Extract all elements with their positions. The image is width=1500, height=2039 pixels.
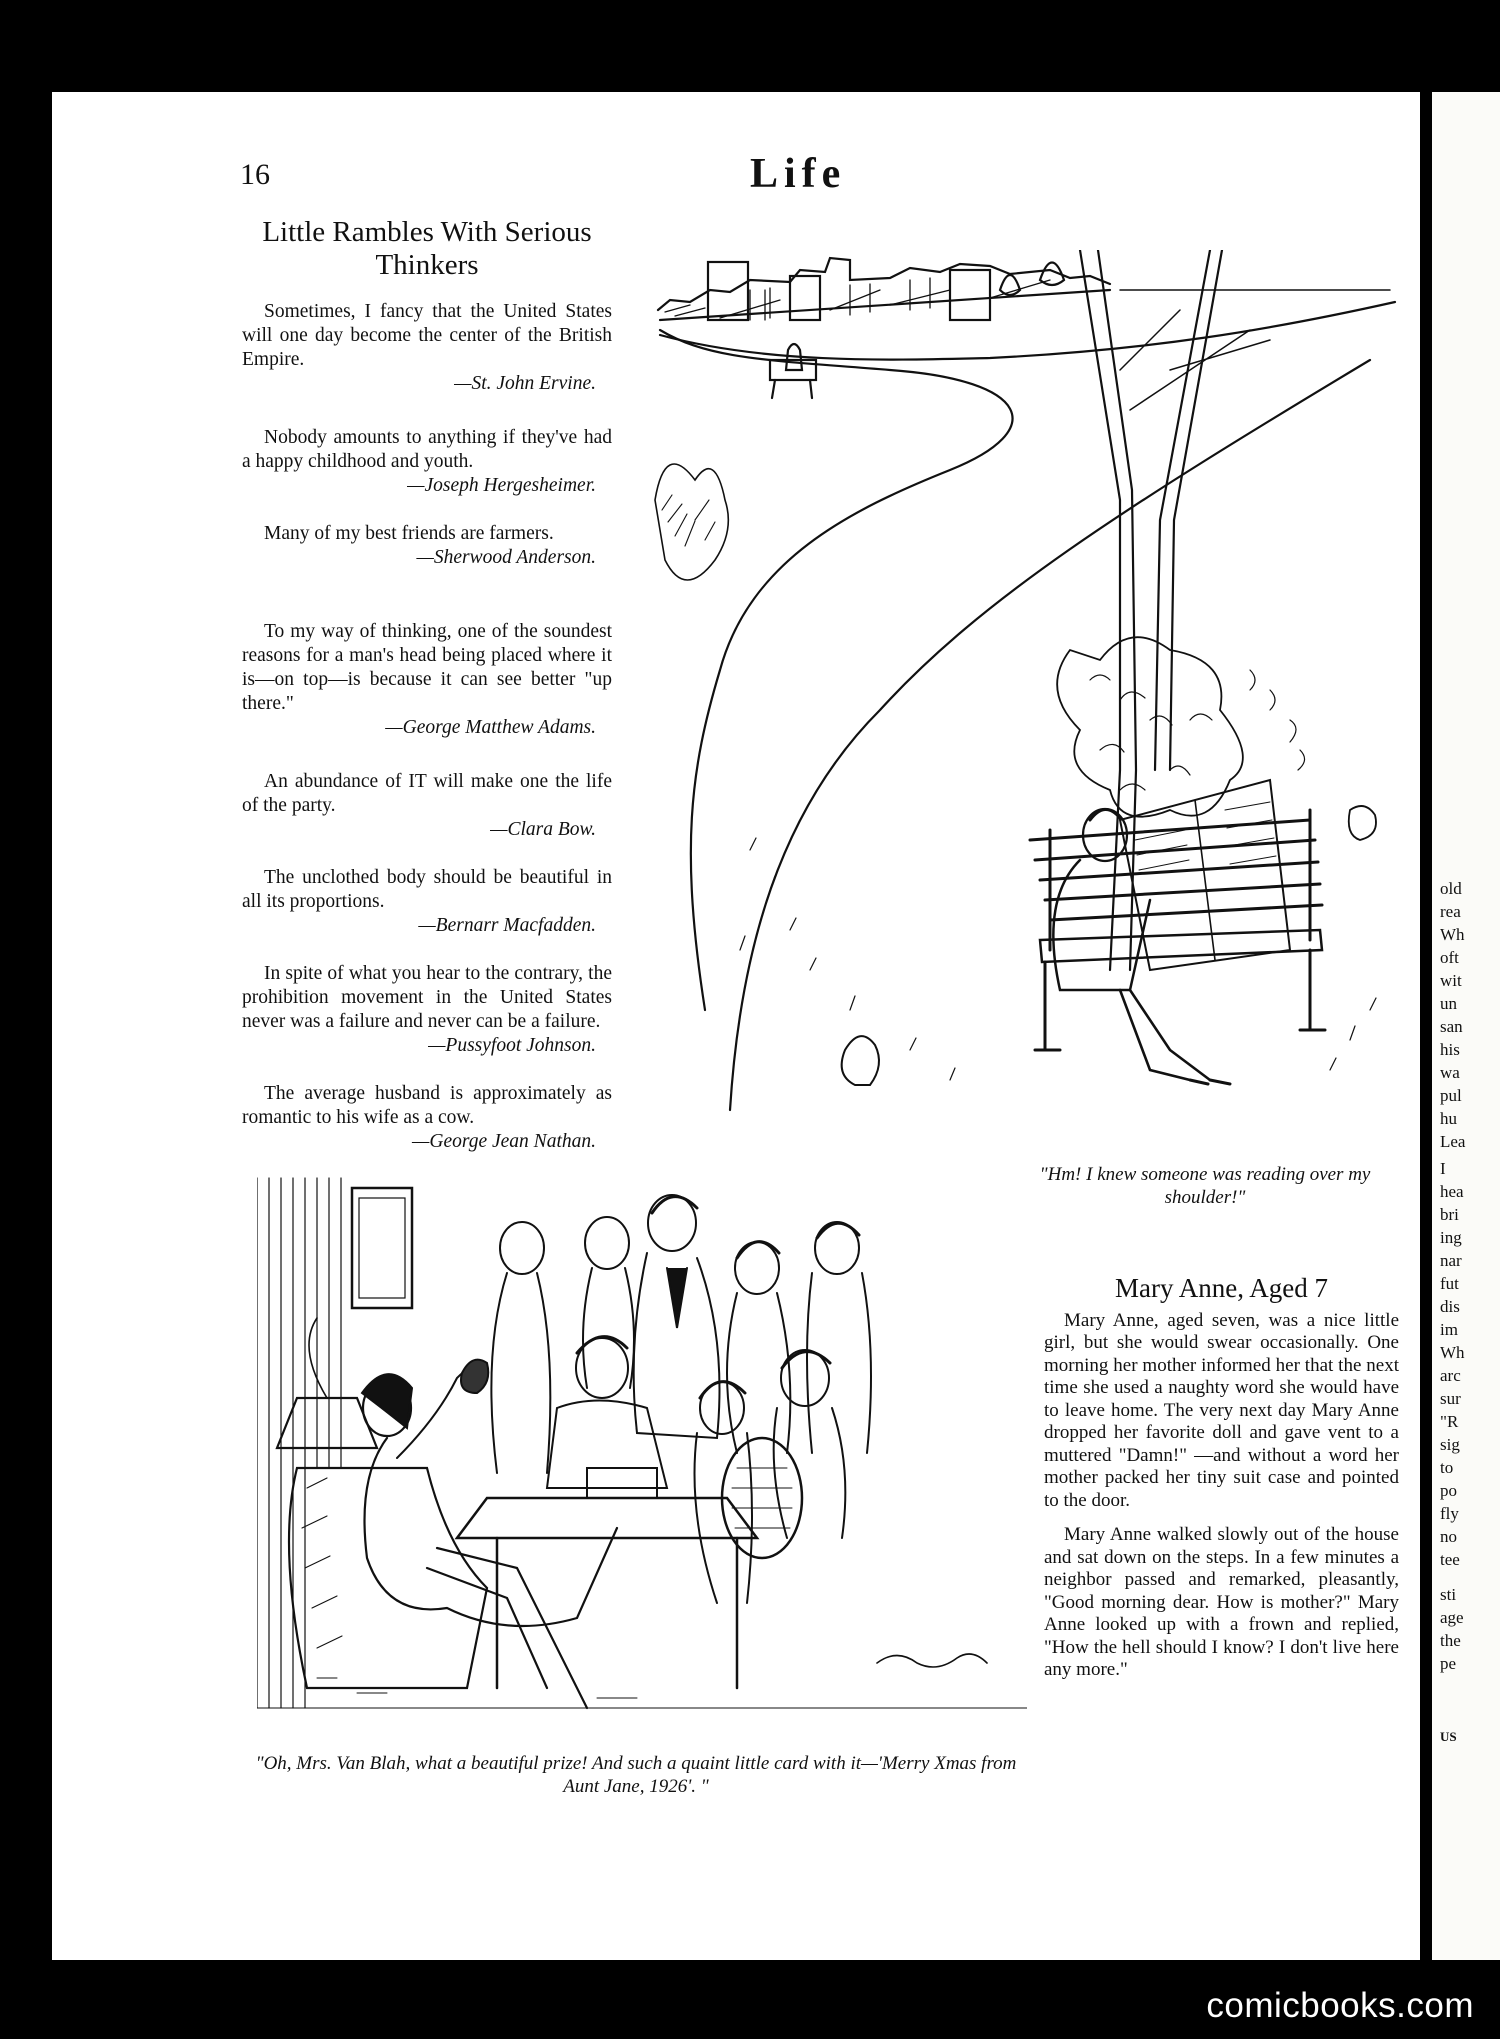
next-page-fragment: I [1440, 1159, 1446, 1178]
next-page-fragment: no [1440, 1527, 1457, 1546]
next-page-fragment: fly [1440, 1504, 1459, 1523]
article-paragraph: Mary Anne walked slowly out of the house and sat down on the steps. In a few minutes a neighbor passed and remarked, pleasantly, "Good morning dear. How is mother?" Mary Anne looked up with a frown and replied, "How the hell should I know? I don't live here any more." [1044, 1524, 1399, 1680]
next-page-fragment: sig [1440, 1435, 1460, 1454]
quote-item [242, 300, 612, 396]
quote-text: To my way of thinking, one of the soundest reasons for a man's head being placed where it is—on top—is because it can see better "up there." [242, 621, 612, 714]
next-page-fragment: pe [1440, 1654, 1457, 1673]
next-page-fragment: dis [1440, 1297, 1460, 1316]
quote-author: —Sherwood Anderson. [416, 547, 596, 568]
quote-text: The average husband is approximately as romantic to his wife as a cow. [242, 1083, 612, 1128]
next-page-fragment: his [1440, 1040, 1460, 1059]
next-page-fragment: bri [1440, 1205, 1459, 1224]
quote-author: —St. John Ervine. [454, 373, 596, 394]
next-page-fragment: Lea [1440, 1132, 1466, 1151]
rambles-column [242, 216, 612, 1178]
quote-author: —Clara Bow. [490, 819, 596, 840]
quote-author: —George Matthew Adams. [385, 717, 596, 738]
quote-author: —George Jean Nathan. [412, 1131, 596, 1152]
quote-text: An abundance of IT will make one the life of the party. [242, 771, 612, 816]
rambles-title: Little Rambles With Serious Thinkers [262, 216, 592, 281]
mary-anne-title: Mary Anne, Aged 7 [1115, 1273, 1328, 1303]
next-page-fragment: old [1440, 879, 1462, 898]
next-page-fragment: rea [1440, 902, 1461, 921]
next-page-fragment: po [1440, 1481, 1457, 1500]
next-page-edge [1432, 92, 1500, 1960]
quote-text: In spite of what you hear to the contrary, the prohibition movement in the United States never was a failure and never can be a failure. [242, 963, 612, 1032]
article-paragraph: Mary Anne, aged seven, was a nice little girl, but she would swear occasionally. One morning her mother informed her that the next time she used a naughty word she would have to leave home. The very next day Mary Anne dropped her favorite doll and gave vent to a muttered "Damn!" —and without a word her mother packed her tiny suit case and pointed to the door. [1044, 1309, 1399, 1511]
next-page-fragment: US [1440, 1729, 1457, 1744]
masthead-logo: Life [750, 151, 847, 197]
next-page-fragment: sur [1440, 1389, 1461, 1408]
quote-item [242, 620, 612, 740]
quote-author: —Pussyfoot Johnson. [428, 1035, 596, 1056]
quote-item [242, 866, 612, 938]
next-page-fragment: un [1440, 994, 1457, 1013]
quote-item [242, 426, 612, 498]
mary-anne-article [1044, 1273, 1399, 1694]
next-page-fragment: pul [1440, 1086, 1462, 1105]
next-page-fragment: ing [1440, 1228, 1462, 1247]
quote-item [242, 962, 612, 1058]
quote-item [242, 522, 612, 570]
next-page-fragment: arc [1440, 1366, 1461, 1385]
next-page-fragment: hu [1440, 1109, 1457, 1128]
next-page-fragment: age [1440, 1608, 1464, 1627]
watermark: comicbooks.com [1206, 1986, 1474, 2025]
next-page-fragment: tee [1440, 1550, 1460, 1569]
quote-item [242, 770, 612, 842]
next-page-fragment: nar [1440, 1251, 1462, 1270]
quote-text: The unclothed body should be beautiful in all its proportions. [242, 867, 612, 912]
page-number: 16 [240, 158, 270, 191]
quote-text: Sometimes, I fancy that the United States will one day become the center of the British Empire. [242, 301, 612, 370]
next-page-fragment: the [1440, 1631, 1461, 1650]
next-page-fragment: "R [1440, 1412, 1459, 1431]
party-cartoon-caption: "Oh, Mrs. Van Blah, what a beautiful prize! And such a quaint little card with it—'Merry Xmas from Aunt Jane, 1926'. " [255, 1753, 1017, 1797]
next-page-fragment: im [1440, 1320, 1458, 1339]
quote-item [242, 1082, 612, 1154]
next-page-fragment: oft [1440, 948, 1459, 967]
next-page-fragment: fut [1440, 1274, 1459, 1293]
next-page-fragment: wit [1440, 971, 1462, 990]
party-scene-illustration [257, 1168, 1027, 1728]
quote-author: —Joseph Hergesheimer. [407, 475, 596, 496]
quote-text: Nobody amounts to anything if they've had a happy childhood and youth. [242, 427, 612, 472]
next-page-fragment: Wh [1440, 925, 1465, 944]
park-bench-illustration [650, 250, 1410, 1130]
park-cartoon-caption: "Hm! I knew someone was reading over my shoulder!" [1039, 1164, 1371, 1208]
quote-author: —Bernarr Macfadden. [418, 915, 596, 936]
next-page-fragment: hea [1440, 1182, 1464, 1201]
next-page-fragment: to [1440, 1458, 1454, 1477]
next-page-fragment: Wh [1440, 1343, 1465, 1362]
quote-text: Many of my best friends are farmers. [264, 523, 554, 544]
next-page-fragment: san [1440, 1017, 1463, 1036]
next-page-fragment: wa [1440, 1063, 1460, 1082]
next-page-fragment: sti [1440, 1585, 1457, 1604]
page-gutter [1420, 92, 1432, 1960]
